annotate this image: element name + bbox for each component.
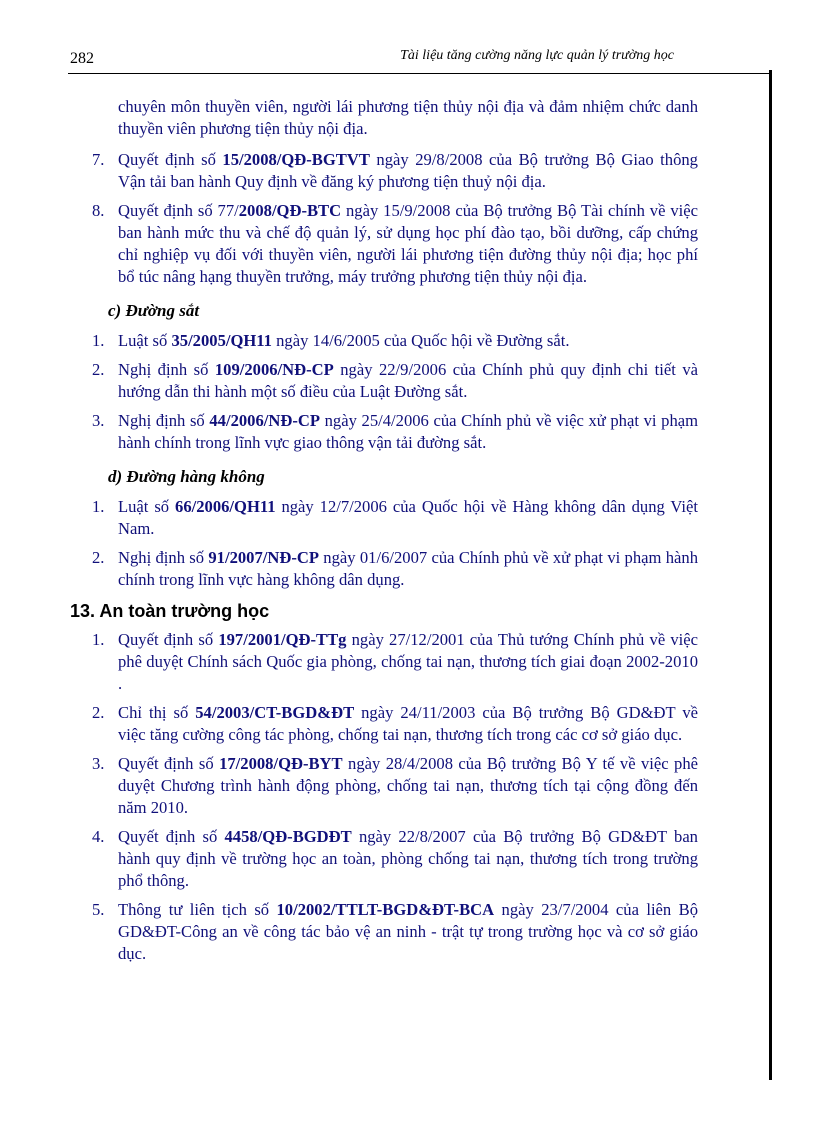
item-number: 1. xyxy=(92,497,105,516)
item-number: 4. xyxy=(92,827,105,846)
list-item: 7. Quyết định số 15/2008/QĐ-BGTVT ngày 29/8/2008 của Bộ trưởng Bộ Giao thông Vận tải ban hành Quy định về đăng ký phương tiện thuỷ nội địa. xyxy=(92,150,698,191)
list-item: 8. Quyết định số 77/2008/QĐ-BTC ngày 15/9/2008 của Bộ trưởng Bộ Tài chính về việc ban hành mức thu và chế độ quản lý, sử dụng học phí đào tạo, bồi dưỡng, cấp chứng chỉ nghiệp vụ đối với thuyền viên, người lái phương tiện đường thủy nội địa; học phí bổ túc nâng hạng thuyền trưởng, máy trưởng phương tiện thủy nội địa. xyxy=(92,201,698,286)
document-code: 91/2007/NĐ-CP xyxy=(208,548,319,567)
item-number: 2. xyxy=(92,548,105,567)
item-number: 7. xyxy=(92,150,105,169)
document-code: 15/2008/QĐ-BGTVT xyxy=(222,150,370,169)
page-header xyxy=(70,48,770,72)
list-item: 4. Quyết định số 4458/QĐ-BGDĐT ngày 22/8/2007 của Bộ trưởng Bộ GD&ĐT ban hành quy định về trường học an toàn, phòng chống tai nạn, thương tích trong trường phổ thông. xyxy=(92,827,698,890)
subsection-title-aviation: d) Đường hàng không xyxy=(108,467,265,486)
item-number: 2. xyxy=(92,703,105,722)
document-code: 66/2006/QH11 xyxy=(175,497,276,516)
list-item: 2. Chỉ thị số 54/2003/CT-BGD&ĐT ngày 24/11/2003 của Bộ trưởng Bộ GD&ĐT về việc tăng cường công tác phòng, chống tai nạn, thương tích trong các cơ sở giáo dục. xyxy=(92,703,698,744)
document-code: 109/2006/NĐ-CP xyxy=(214,360,334,379)
page-number: 282 xyxy=(70,50,94,67)
item-number: 3. xyxy=(92,754,105,773)
list-item: 2. Nghị định số 109/2006/NĐ-CP ngày 22/9/2006 của Chính phủ quy định chi tiết và hướng dẫn thi hành một số điều của Luật Đường sắt. xyxy=(92,360,698,401)
continuation-paragraph: chuyên môn thuyền viên, người lái phương tiện thủy nội địa và đảm nhiệm chức danh thuyền viên phương tiện thủy nội địa. xyxy=(118,97,698,138)
item-number: 8. xyxy=(92,201,105,220)
document-code: 17/2008/QĐ-BYT xyxy=(219,754,343,773)
item-number: 5. xyxy=(92,900,105,919)
subsection-title-railway: c) Đường sắt xyxy=(108,301,200,320)
list-item: 3. Nghị định số 44/2006/NĐ-CP ngày 25/4/2006 của Chính phủ về việc xử phạt vi phạm hành chính trong lĩnh vực giao thông vận tải đường sắt. xyxy=(92,411,699,452)
list-railway xyxy=(0,330,816,454)
list-item: 1. Quyết định số 197/2001/QĐ-TTg ngày 27/12/2001 của Thủ tướng Chính phủ về việc phê duyệt Chính sách Quốc gia phòng, chống tai nạn, thương tích giai đoạn 2002-2010 . xyxy=(92,630,698,693)
document-code: 4458/QĐ-BGDĐT xyxy=(224,827,352,846)
list-aviation xyxy=(0,496,816,591)
list-school-safety xyxy=(0,629,816,965)
item-number: 3. xyxy=(92,411,105,430)
document-code: 2008/QĐ-BTC xyxy=(238,201,342,220)
document-code: 54/2003/CT-BGD&ĐT xyxy=(195,703,355,722)
item-number: 1. xyxy=(92,331,105,350)
list-item: 1. Luật số 35/2005/QH11 ngày 14/6/2005 của Quốc hội về Đường sắt. xyxy=(92,331,570,350)
list-item: 3. Quyết định số 17/2008/QĐ-BYT ngày 28/4/2008 của Bộ trưởng Bộ Y tế về việc phê duyệt Chương trình hành động phòng, chống tai nạn, thương tích tại cộng đồng đến năm 2010. xyxy=(92,754,698,817)
item-number: 1. xyxy=(92,630,105,649)
list-item: 5. Thông tư liên tịch số 10/2002/TTLT-BGD&ĐT-BCA ngày 23/7/2004 của liên Bộ GD&ĐT-Công an về công tác bảo vệ an ninh - trật tự trong trường học và cơ sở giáo dục. xyxy=(92,900,698,963)
document-code: 10/2002/TTLT-BGD&ĐT-BCA xyxy=(276,900,495,919)
list-item: 2. Nghị định số 91/2007/NĐ-CP ngày 01/6/2007 của Chính phủ về xử phạt vi phạm hành chính trong lĩnh vực hàng không dân dụng. xyxy=(92,548,698,589)
section-title-school-safety: 13. An toàn trường học xyxy=(70,601,270,621)
document-code: 44/2006/NĐ-CP xyxy=(209,411,320,430)
running-title: Tài liệu tăng cường năng lực quản lý trường học xyxy=(400,48,674,63)
item-number: 2. xyxy=(92,360,105,379)
list-item: 1. Luật số 66/2006/QH11 ngày 12/7/2006 của Quốc hội về Hàng không dân dụng Việt Nam. xyxy=(92,497,698,538)
page-content xyxy=(0,96,816,972)
header-rule xyxy=(68,73,771,74)
document-code: 35/2005/QH11 xyxy=(171,331,272,350)
document-code: 197/2001/QĐ-TTg xyxy=(218,630,347,649)
list-waterway xyxy=(0,149,816,288)
